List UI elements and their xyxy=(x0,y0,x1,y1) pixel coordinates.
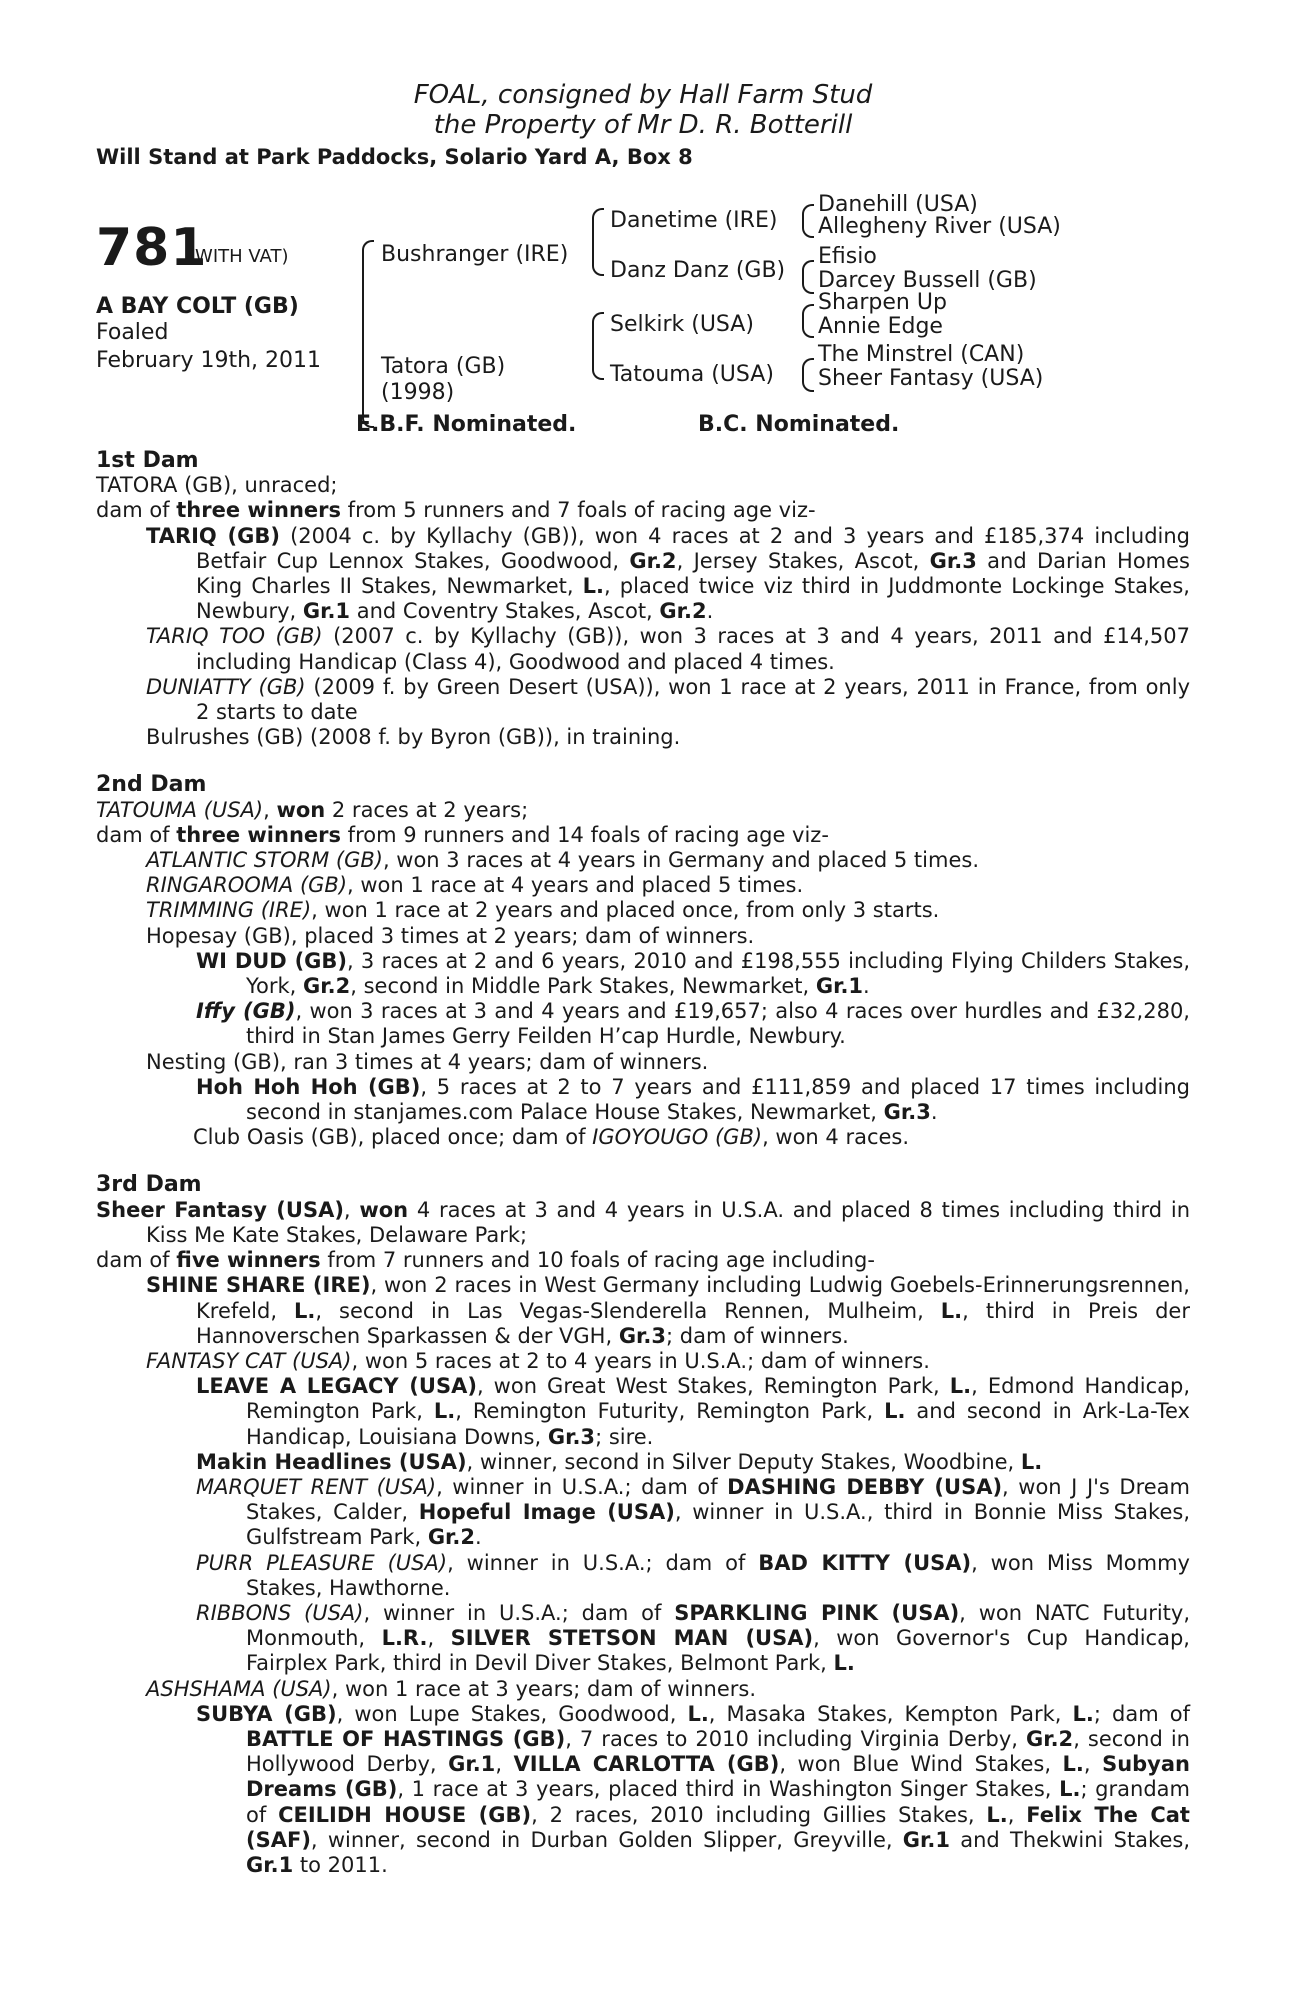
second-dam-produce-summary: dam of three winners from 9 runners and 14 foals of racing age viz- xyxy=(96,822,829,847)
dam-dam: Tatouma (USA) xyxy=(610,362,774,387)
first-dam-produce-summary: dam of three winners from 5 runners and 7 foals of racing age viz- xyxy=(96,498,816,523)
grandproduce-entry: Iffy (GB), won 3 races at 3 and 4 years and £19,657; also 4 races over hurdles and £32,280, third in Stan James Gerry Feilden H’cap Hurdle, Newbury. xyxy=(196,999,1190,1049)
first-dam-line: TATORA (GB), unraced; xyxy=(96,473,338,498)
third-dam-line: Sheer Fantasy (USA), won 4 races at 3 and 4 years in U.S.A. and placed 8 times including third in Kiss Me Kate Stakes, Delaware Park; xyxy=(96,1197,1191,1247)
produce-entry: ASHSHAMA (USA), won 1 race at 3 years; dam of winners. xyxy=(146,1676,757,1701)
grandproduce-entry: RIBBONS (USA), winner in U.S.A.; dam of SPARKLING PINK (USA), won NATC Futurity, Monmouth, L.R., SILVER STETSON MAN (USA), won Governor's Cup Handicap, Fairplex Park, third in Devil Diver Stakes, Belmont Park, L. xyxy=(196,1600,1191,1676)
stabling-line: Will Stand at Park Paddocks, Solario Yard A, Box 8 xyxy=(96,145,693,169)
third-dam-produce-summary: dam of five winners from 7 runners and 10 foals of racing age including- xyxy=(96,1248,875,1273)
produce-entry: TARIQ TOO (GB) (2007 c. by Kyllachy (GB)), won 3 races at 3 and 4 years, 2011 and £14,507 including Handicap (Class 4), Goodwood and placed 4 times. xyxy=(146,624,1190,674)
produce-entry: DUNIATTY (GB) (2009 f. by Green Desert (USA)), won 1 race at 2 years, 2011 in France, from only 2 starts to date xyxy=(146,674,1190,725)
produce-entry: Club Oasis (GB), placed once; dam of IGOYOUGO (GB), won 4 races. xyxy=(193,1125,910,1150)
pedigree-brace-g3-3 xyxy=(802,304,814,338)
produce-entry: TARIQ (GB) (2004 c. by Kyllachy (GB)), won 4 races at 2 and 3 years and £185,374 including Betfair Cup Lennox Stakes, Goodwood, Gr.2, Jersey Stakes, Ascot, Gr.3 and Darian Homes King Charles II Stakes, Newmarket, L., placed twice viz third in Juddmonte Lockinge Stakes, Newbury, Gr.1 and Coventry Stakes, Ascot, Gr.2. xyxy=(146,523,1190,624)
owner-line: the Property of Mr D. R. Botterill xyxy=(433,110,853,140)
dam-name: Tatora (GB) xyxy=(381,354,506,379)
second-dam-title: 2nd Dam xyxy=(96,772,207,798)
dam-sire: Selkirk (USA) xyxy=(610,312,754,337)
vat-note: (WITH VAT) xyxy=(188,246,289,267)
sire-name: Bushranger (IRE) xyxy=(381,242,569,267)
third-dam-title: 3rd Dam xyxy=(96,1172,202,1198)
produce-entry: Hopesay (GB), placed 3 times at 2 years; dam of winners. xyxy=(146,923,755,948)
produce-entry: RINGAROOMA (GB), won 1 race at 4 years and placed 5 times. xyxy=(146,873,804,898)
lot-pedigree xyxy=(96,192,1190,490)
grandproduce-entry: MARQUET RENT (USA), winner in U.S.A.; dam of DASHING DEBBY (USA), won J J's Dream Stakes, Calder, Hopeful Image (USA), winner in U.S.A., third in Bonnie Miss Stakes, Gulfstream Park, Gr.2. xyxy=(196,1474,1191,1550)
ancestor-3: Efisio xyxy=(818,244,877,269)
produce-entry: FANTASY CAT (USA), won 5 races at 2 to 4 years in U.S.A.; dam of winners. xyxy=(146,1348,930,1373)
produce-entry: SHINE SHARE (IRE), won 2 races in West Germany including Ludwig Goebels-Erinnerungsrennen, Krefeld, L., second in Las Vegas-Slenderella Rennen, Mulheim, L., third in Preis der Hannoverschen Sparkassen & der VGH, Gr.3; dam of winners. xyxy=(146,1273,1190,1348)
lot-name: A BAY COLT (GB) xyxy=(96,294,299,319)
pedigree-brace-g3-1 xyxy=(802,204,814,238)
grandproduce-entry: PURR PLEASURE (USA), winner in U.S.A.; dam of BAD KITTY (USA), won Miss Mommy Stakes, Hawthorne. xyxy=(196,1550,1190,1600)
dam-year: (1998) xyxy=(381,380,455,405)
produce-entry: ATLANTIC STORM (GB), won 3 races at 4 years in Germany and placed 5 times. xyxy=(146,848,979,873)
second-dam-line: TATOUMA (USA), won 2 races at 2 years; xyxy=(96,797,529,822)
produce-entry: Nesting (GB), ran 3 times at 4 years; dam of winners. xyxy=(146,1049,709,1074)
bc-nomination: B.C. Nominated. xyxy=(698,412,900,437)
pedigree-brace-dam xyxy=(592,312,604,380)
third-dam-section xyxy=(96,1172,1190,1878)
produce-entry: Bulrushes (GB) (2008 f. by Byron (GB)), in training. xyxy=(146,725,681,750)
grandproduce-entry: WI DUD (GB), 3 races at 2 and 6 years, 2010 and £198,555 including Flying Childers Stakes, York, Gr.2, second in Middle Park Stakes, Newmarket, Gr.1. xyxy=(196,948,1191,999)
ancestor-2: Allegheny River (USA) xyxy=(818,214,1061,239)
grandproduce-entry: Makin Headlines (USA), winner, second in Silver Deputy Stakes, Woodbine, L. xyxy=(196,1449,1043,1474)
ancestor-7: The Minstrel (CAN) xyxy=(818,342,1025,367)
consignor-line: FOAL, consigned by Hall Farm Stud xyxy=(413,80,873,110)
second-dam-section xyxy=(96,772,1190,1150)
lot-number: 781 xyxy=(96,218,208,278)
ancestor-1: Danehill (USA) xyxy=(818,192,978,217)
ancestor-6: Annie Edge xyxy=(818,314,943,339)
foaled-label: Foaled xyxy=(96,320,169,345)
grandproduce-entry: LEAVE A LEGACY (USA), won Great West Stakes, Remington Park, L., Edmond Handicap, Remington Park, L., Remington Futurity, Remington Park, L. and second in Ark-La-Tex Handicap, Louisiana Downs, Gr.3; sire. xyxy=(196,1374,1191,1449)
pedigree-brace-g3-4 xyxy=(802,358,814,392)
ebf-nomination: E.B.F. Nominated. xyxy=(356,412,577,437)
grandproduce-entry: SUBYA (GB), won Lupe Stakes, Goodwood, L., Masaka Stakes, Kempton Park, L.; dam of BATTLE OF HASTINGS (GB), 7 races to 2010 including Virginia Derby, Gr.2, second in Hollywood Derby, Gr.1, VILLA CARLOTTA (GB), won Blue Wind Stakes, L., Subyan Dreams (GB), 1 race at 3 years, placed third in Washington Singer Stakes, L.; grandam of CEILIDH HOUSE (GB), 2 races, 2010 including Gillies Stakes, L., Felix The Cat (SAF), winner, second in Durban Golden Slipper, Greyville, Gr.1 and Thekwini Stakes, Gr.1 to 2011. xyxy=(196,1701,1190,1877)
consignor-header xyxy=(96,80,1190,172)
sire-dam: Danz Danz (GB) xyxy=(610,258,786,283)
grandproduce-entry: Hoh Hoh Hoh (GB), 5 races at 2 to 7 years and £111,859 and placed 17 times including second in stanjames.com Palace House Stakes, Newmarket, Gr.3. xyxy=(196,1074,1191,1125)
first-dam-title: 1st Dam xyxy=(96,448,199,473)
pedigree-brace-g3-2 xyxy=(802,260,814,294)
catalogue-page xyxy=(96,80,1190,1878)
sire-sire: Danetime (IRE) xyxy=(610,208,778,233)
produce-entry: TRIMMING (IRE), won 1 race at 2 years and placed once, from only 3 starts. xyxy=(146,898,940,923)
ancestor-4: Darcey Bussell (GB) xyxy=(818,268,1037,293)
first-dam-section xyxy=(96,448,1190,750)
ancestor-5: Sharpen Up xyxy=(818,290,947,315)
foaled-date: February 19th, 2011 xyxy=(96,348,322,373)
pedigree-brace-sire xyxy=(592,208,604,276)
ancestor-8: Sheer Fantasy (USA) xyxy=(818,366,1044,391)
pedigree-brace-main xyxy=(362,240,374,428)
